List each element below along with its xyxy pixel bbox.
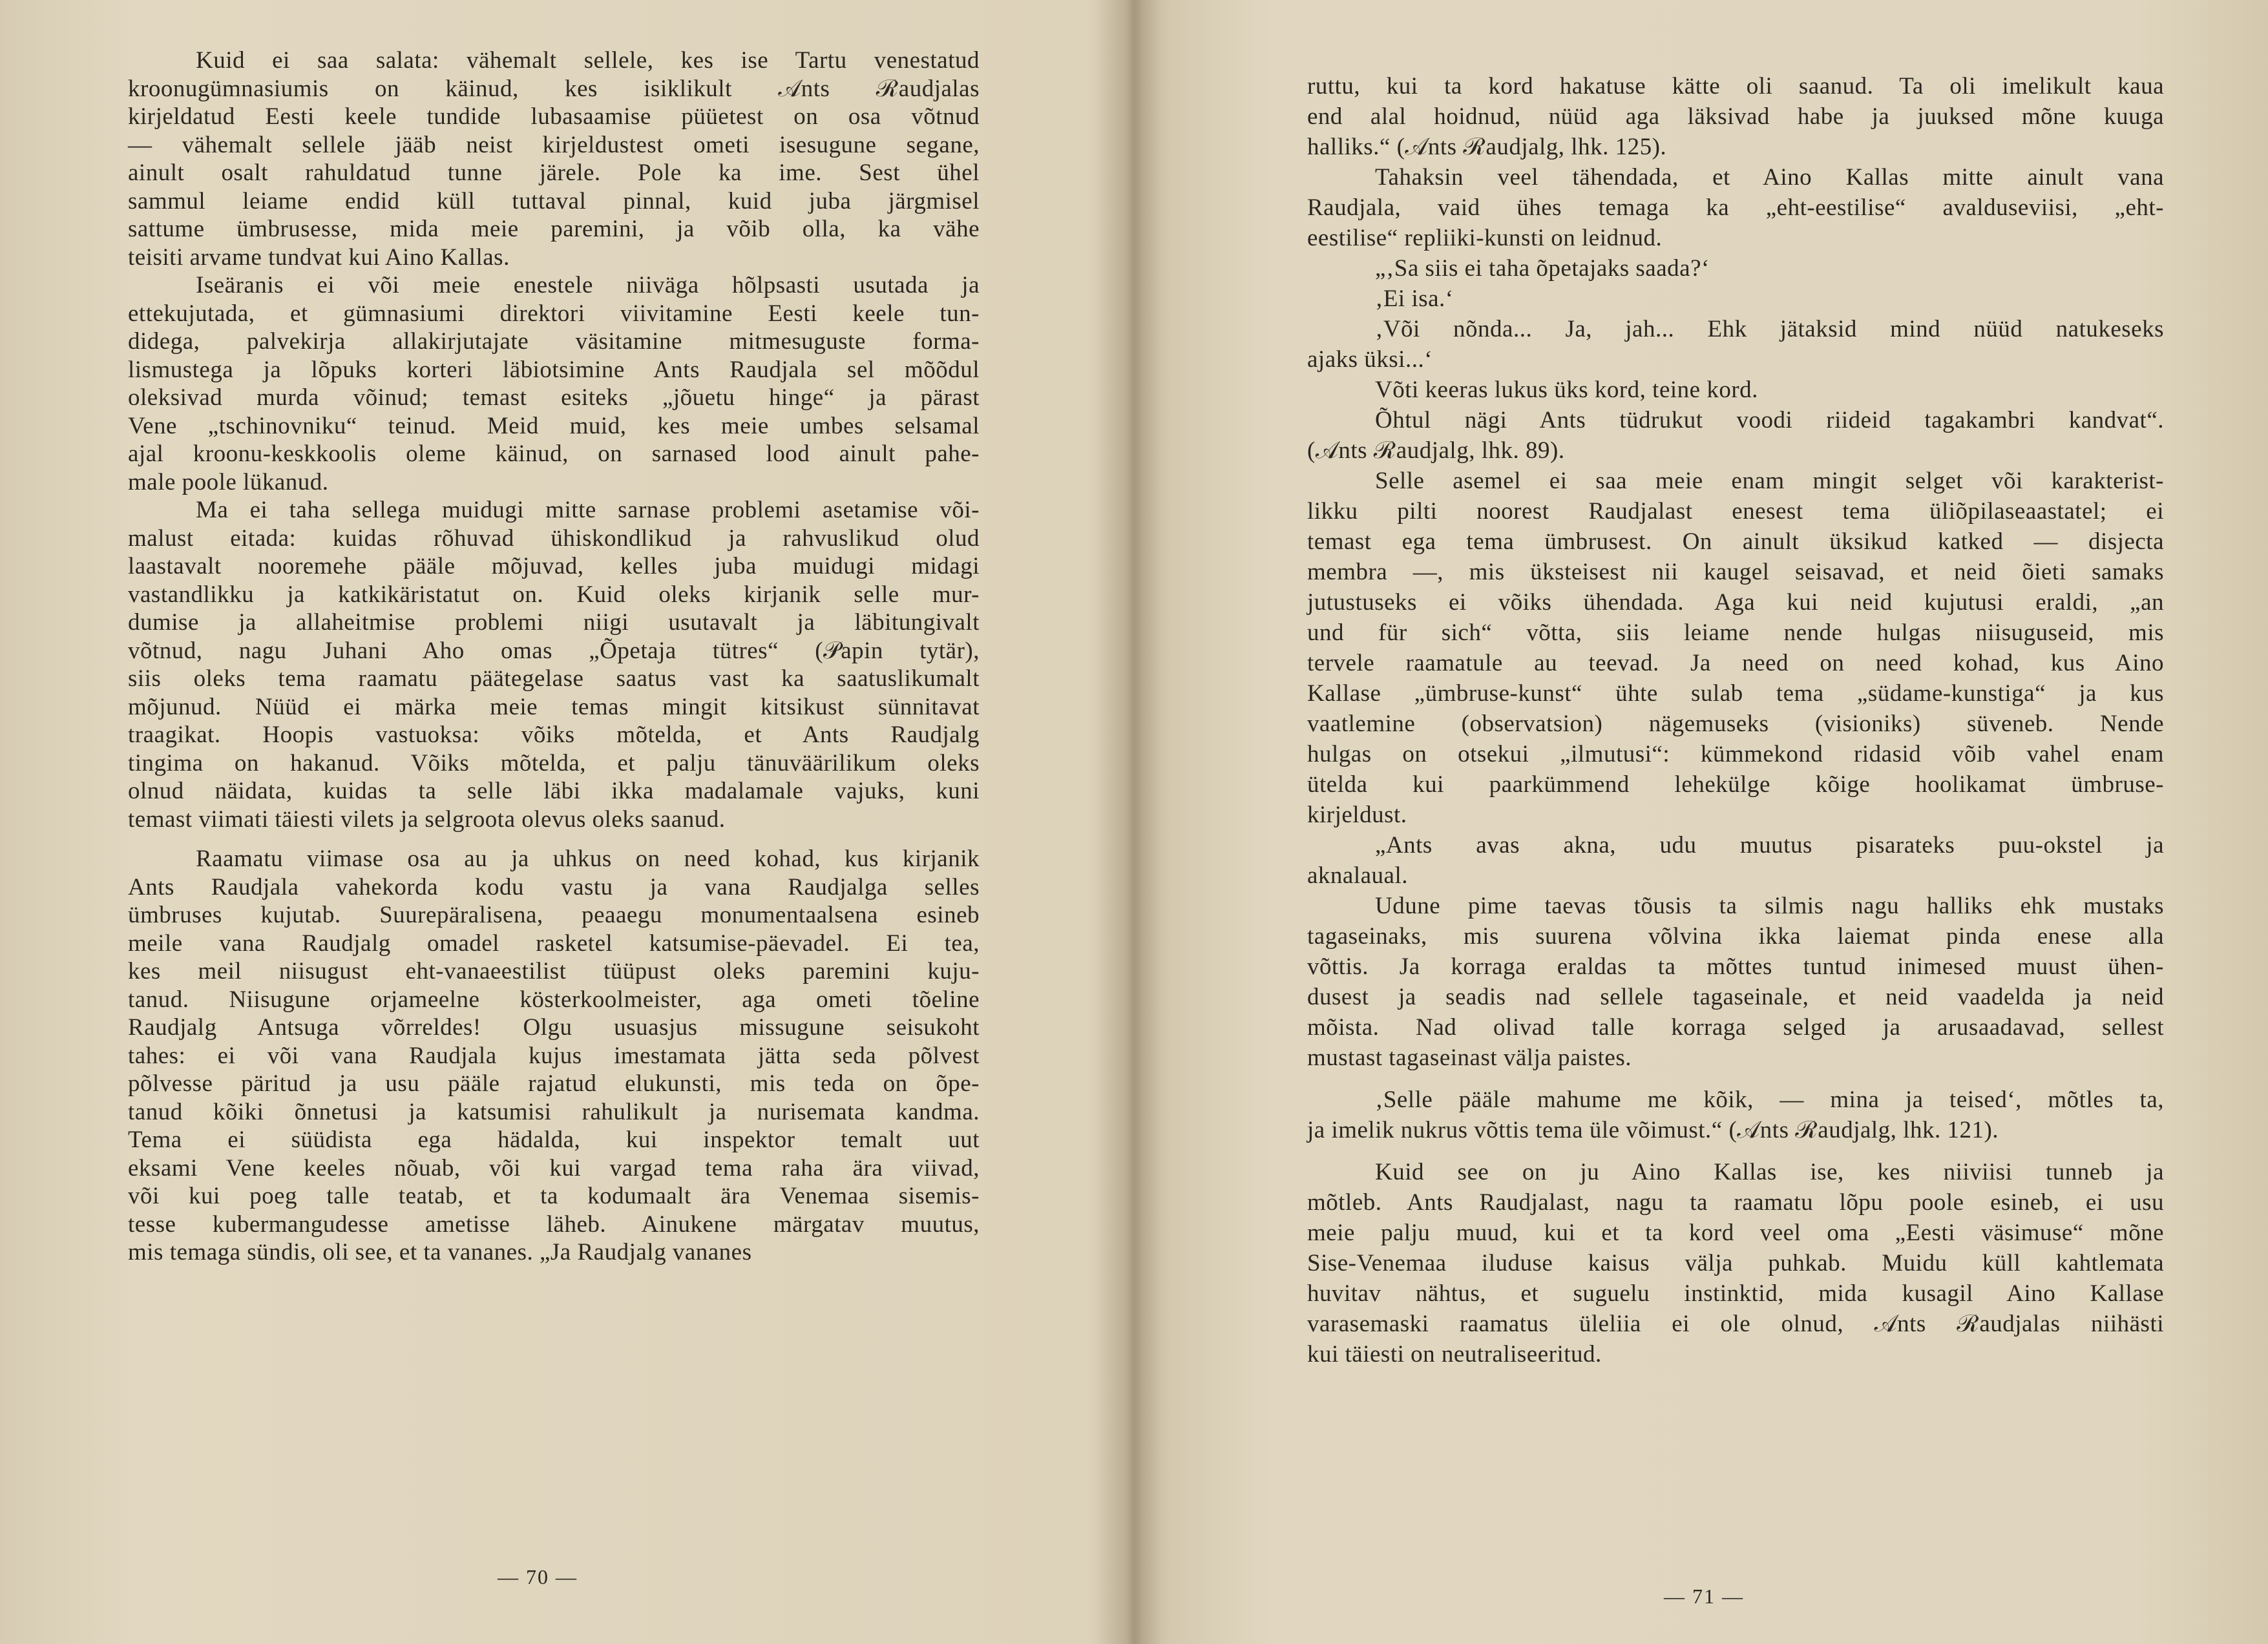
text-line: Kuid see on ju Aino Kallas ise, kes niiviisi tunneb ja	[1375, 1159, 2164, 1185]
paragraph	[128, 271, 980, 496]
text-line: kes meil niisugust eht-vanaeestilist tüüpust oleks paremini kuju-	[128, 958, 980, 984]
text-line: laastavalt nooremehe pääle mõjuvad, kelles juba muidugi midagi	[128, 553, 980, 579]
text-line: sattume ümbrusesse, mida meie paremini, ja võib olla, ka vähe	[128, 216, 980, 242]
text-line: dusest ja seadis nad sellele tagaseinale, et neid vaadelda ja neid	[1307, 984, 2164, 1010]
text-line: end alal hoidnud, nüüd aga läksivad habe ja juuksed mõne kuuga	[1307, 103, 2164, 130]
text-line: Vene „tschinovniku“ teinud. Meid muid, kes meie umbes selsamal	[128, 412, 980, 439]
text-line: male poole lükanud.	[128, 468, 329, 495]
text-line: Iseäranis ei või meie enestele niiväga hõlpsasti usutada ja	[196, 272, 980, 298]
right-page	[1134, 0, 2268, 1644]
text-line: mustast tagaseinast välja paistes.	[1307, 1045, 1632, 1071]
text-line: Kallase „ümbruse-kunst“ ühte sulab tema „südame-kunstiga“ ja kus	[1307, 680, 2164, 707]
text-line: eestilise“ repliiki-kunsti on leidnud.	[1307, 225, 1663, 251]
text-line: kroonugümnasiumis on käinud, kes isiklikult 𝒜nts ℛaudjalas	[128, 75, 980, 102]
paragraph	[128, 496, 980, 833]
text-line: halliks.“ (𝒜nts ℛaudjalg, lhk. 125).	[1307, 134, 1667, 160]
text-line: — vähemalt sellele jääb neist kirjeldustest ometi isesugune segane,	[128, 131, 980, 158]
text-line: (𝒜nts ℛaudjalg, lhk. 89).	[1307, 437, 1565, 464]
text-line: olnud näidata, kuidas ta selle läbi ikka madalamale vajuks, kuni	[128, 778, 980, 804]
text-line: oleksivad murda võinud; temast esiteks „jõuetu hinge“ ja pärast	[128, 384, 980, 411]
text-line: „‚Sa siis ei taha õpetajaks saada?‘	[1375, 255, 1710, 282]
paragraph	[1307, 891, 2164, 1073]
text-line: temast viimati täiesti vilets ja selgroota olevus oleks saanud.	[128, 806, 726, 833]
text-line: dumise ja allaheitmise problemi niigi usutavalt ja läbitungivalt	[128, 609, 980, 636]
text-line: und für sich“ võtta, siis leiame nende hulgas niisuguseid, mis	[1307, 619, 2164, 646]
text-line: tahes: ei või vana Raudjala kujus imestamata jätta seda põlvest	[128, 1042, 980, 1069]
text-line: teisiti arvame tundvat kui Aino Kallas.	[128, 244, 510, 271]
text-line: ütelda kui paarkümmend lehekülge kõige hoolikamat ümbruse-	[1307, 771, 2164, 798]
text-line: sammul leiame endid küll tuttaval pinnal, kuid juba järgmisel	[128, 187, 980, 214]
text-line: traagikat. Hoopis vastuoksa: võiks mõtelda, et Ants Raudjalg	[128, 722, 980, 748]
paragraph	[128, 47, 980, 271]
text-line: ‚Selle pääle mahume me kõik, — mina ja teised‘, mõtles ta,	[1375, 1087, 2164, 1113]
text-line: mõtleb. Ants Raudjalast, nagu ta raamatu lõpu poole esineb, ei usu	[1307, 1189, 2164, 1216]
text-line: vastandlikku ja katkikäristatut on. Kuid oleks kirjanik selle mur-	[128, 581, 980, 608]
paragraph	[1307, 1085, 2164, 1145]
text-line: lismustega ja lõpuks korteri läbiotsimine Ants Raudjala sel mõõdul	[128, 356, 980, 383]
text-line: tanud. Niisugune orjameelne kösterkoolmeister, aga ometi tõeline	[128, 986, 980, 1013]
paragraph	[1307, 466, 2164, 830]
text-line: Raamatu viimase osa au ja uhkus on need kohad, kus kirjanik	[196, 846, 980, 872]
text-line: kirjeldust.	[1307, 802, 1407, 828]
text-line: mis temaga sündis, oli see, et ta vananes. „Ja Raudjalg vananes	[128, 1239, 752, 1265]
text-line: Tahaksin veel tähendada, et Aino Kallas mitte ainult vana	[1375, 164, 2164, 191]
paragraph	[1307, 1157, 2164, 1369]
text-line: ainult osalt rahuldatud tunne järele. Pole ka ime. Sest ühel	[128, 160, 980, 186]
text-line: didega, palvekirja allakirjutajate väsitamine mitmesuguste forma-	[128, 328, 980, 355]
text-line: tanud kõiki õnnetusi ja katsumisi rahulikult ja nurisemata kandma.	[128, 1098, 980, 1125]
text-line: membra —, mis üksteisest nii kaugel seisavad, et neid õieti samaks	[1307, 559, 2164, 585]
text-line: jutustuseks ei võiks ühendada. Aga kui neid kujutusi eraldi, „an	[1307, 589, 2164, 616]
text-line: ‚Või nõnda... Ja, jah... Ehk jätaksid mind nüüd natukeseks	[1375, 316, 2164, 342]
paragraph	[1307, 253, 2164, 284]
text-line: Raudjalg Antsuga võrreldes! Olgu usuasjus missugune seisukoht	[128, 1014, 980, 1041]
text-line: Selle asemel ei saa meie enam mingit selget või karakterist-	[1375, 468, 2164, 494]
page-number: — 71 —	[1664, 1585, 1744, 1608]
text-line: aknalaual.	[1307, 862, 1408, 889]
text-line: ümbruses kujutab. Suurepäralisena, peaaegu monumentaalsena esineb	[128, 902, 980, 928]
text-line: tesse kubermangudesse ametisse läheb. Ainukene märgatav muutus,	[128, 1211, 980, 1238]
text-line: tervele raamatule au teevad. Ja need on need kohad, kus Aino	[1307, 650, 2164, 676]
text-line: varasemaski raamatus üleliia ei ole olnud, 𝒜nts ℛaudjalas niihästi	[1307, 1311, 2164, 1337]
text-line: tingima on hakanud. Võiks mõtelda, et palju tänuväärilikum oleks	[128, 749, 980, 776]
paragraph	[1307, 375, 2164, 405]
paragraph	[1307, 405, 2164, 466]
right-page-text	[1307, 71, 2164, 1369]
text-line: või kui poeg talle teatab, et ta kodumaalt ära Venemaa sisemis-	[128, 1183, 980, 1209]
left-page-text	[128, 47, 980, 1267]
text-line: põlvesse päritud ja usu pääle rajatud elukunsti, mis teda on õpe-	[128, 1070, 980, 1097]
text-line: Võti keeras lukus üks kord, teine kord.	[1375, 377, 1758, 403]
paragraph	[1307, 284, 2164, 314]
text-line: mõista. Nad olivad talle korraga selged ja arusaadavad, sellest	[1307, 1014, 2164, 1041]
text-line: ajaks üksi...‘	[1307, 346, 1433, 373]
text-line: mõjunud. Nüüd ei märka meie temas mingit kitsikust sünnitavat	[128, 693, 980, 720]
text-line: „Ants avas akna, udu muutus pisarateks puu-okstel ja	[1375, 832, 2164, 858]
text-line: Tema ei süüdista ega hädalda, kui inspektor temalt uut	[128, 1127, 980, 1153]
text-line: eksami Vene keeles nõuab, või kui vargad tema raha ära viivad,	[128, 1154, 980, 1181]
text-line: ajal kroonu-keskkoolis oleme käinud, on sarnased lood ainult pahe-	[128, 441, 980, 467]
text-line: likku pilti noorest Raudjalast enesest tema üliõpilaseaastatel; ei	[1307, 498, 2164, 525]
text-line: vaatlemine (observatsion) nägemuseks (visioniks) süveneb. Nende	[1307, 711, 2164, 737]
text-line: temast ega tema ümbrusest. On ainult üksikud katked — disjecta	[1307, 528, 2164, 555]
text-line: võttis. Ja korraga eraldas ta mõttes tuntud inimesed muust ühen-	[1307, 953, 2164, 980]
text-line: kirjeldatud Eesti keele tundide lubasaamise püüetest on osa võtnud	[128, 103, 980, 130]
text-line: tagaseinaks, mis suurena võlvina ikka laiemat pinda enese alla	[1307, 923, 2164, 950]
text-line: hulgas on otsekui „ilmutusi“: kümmekond ridasid võib vahel enam	[1307, 741, 2164, 767]
text-line: meile vana Raudjalg omadel rasketel katsumise-päevadel. Ei tea,	[128, 930, 980, 957]
text-line: kui täiesti on neutraliseeritud.	[1307, 1341, 1602, 1368]
paragraph	[128, 845, 980, 1267]
text-line: malust eitada: kuidas rõhuvad ühiskondlikud ja rahvuslikud olud	[128, 525, 980, 552]
text-line: võtnud, nagu Juhani Aho omas „Õpetaja tütres“ (𝒫apin tytär),	[128, 637, 980, 664]
paragraph	[1307, 830, 2164, 891]
text-line: Sise-Venemaa iluduse kaisus välja puhkab. Muidu küll kahtlemata	[1307, 1250, 2164, 1276]
text-line: ja imelik nukrus võttis tema üle võimust.“ (𝒜nts ℛaudjalg, lhk. 121).	[1307, 1117, 1999, 1143]
text-line: Udune pime taevas tõusis ta silmis nagu halliks ehk mustaks	[1375, 893, 2164, 919]
paragraph	[1307, 71, 2164, 162]
text-line: ruttu, kui ta kord hakatuse kätte oli saanud. Ta oli imelikult kaua	[1307, 73, 2164, 99]
text-line: meie palju muud, kui et ta kord veel oma „Eesti väsimuse“ mõne	[1307, 1220, 2164, 1246]
text-line: ‚Ei isa.‘	[1375, 286, 1454, 312]
text-line: Ants Raudjala vahekorda kodu vastu ja vana Raudjalga selles	[128, 873, 980, 900]
paragraph	[1307, 314, 2164, 375]
text-line: Ma ei taha sellega muidugi mitte sarnase problemi asetamise või-	[196, 497, 980, 523]
text-line: ettekujutada, et gümnasiumi direktori viivitamine Eesti keele tun-	[128, 300, 980, 327]
text-line: Raudjala, vaid ühes temaga ka „eht-eestilise“ avalduseviisi, „eht-	[1307, 194, 2164, 221]
text-line: huvitav nähtus, et suguelu instinktid, mida kusagil Aino Kallase	[1307, 1280, 2164, 1307]
page-number: — 70 —	[498, 1565, 578, 1588]
text-line: Õhtul nägi Ants tüdrukut voodi riideid tagakambri kandvat“.	[1375, 407, 2164, 433]
paragraph	[1307, 162, 2164, 253]
text-line: Kuid ei saa salata: vähemalt sellele, kes ise Tartu venestatud	[196, 47, 980, 74]
text-line: siis oleks tema raamatu päätegelase saatus vast ka saatuslikumalt	[128, 665, 980, 692]
